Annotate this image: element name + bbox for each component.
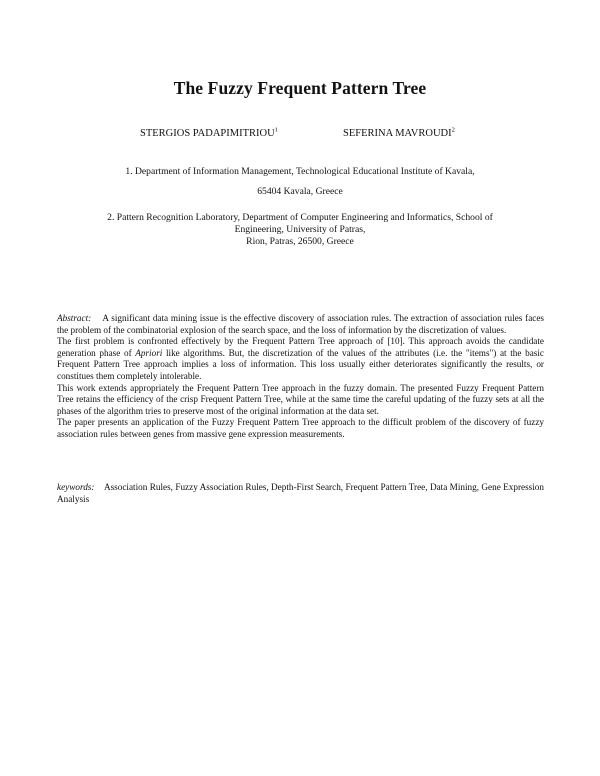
keywords (57, 482, 544, 505)
abstract-p2-italic: Apriori (135, 347, 163, 358)
abstract-paragraph-1 (57, 313, 544, 336)
author-2-affil-mark: 2 (451, 126, 455, 134)
affiliation-2-line-2: Engineering, University of Patras, (234, 223, 366, 235)
abstract (57, 313, 544, 441)
affiliation-1 (90, 162, 510, 202)
affiliation-2-line-3: Rion, Patras, 26500, Greece (246, 235, 354, 247)
abstract-paragraph-2 (57, 336, 544, 382)
author-2-name: SEFERINA MAVROUDI (343, 128, 452, 139)
keywords-label: keywords: (57, 482, 95, 492)
author-2 (343, 128, 455, 139)
abstract-p2-text-b: like algorithms. But, the discretization of the values of the attributes (i.e. the "items") at the basic Frequent Pattern Tree approach implies a loss of information. This loss usually either deteriorates significantly the results, or constitues them completely intolerable. (57, 347, 544, 381)
affiliation-2 (90, 212, 510, 247)
abstract-p2-text-a: The first problem is confronted effectively by the Frequent Pattern Tree approach of [10]. This approach avoids the candidate generation phase of (57, 336, 544, 358)
paper-title: The Fuzzy Frequent Pattern Tree (173, 78, 427, 98)
author-1-name: STERGIOS PADAPIMITRIOU (140, 128, 275, 139)
author-1 (140, 128, 278, 139)
affiliation-1-line-1: 1. Department of Information Management, Technological Educational Institute of Kavala, (125, 166, 475, 177)
abstract-p1-text: A significant data mining issue is the effective discovery of association rules. The extraction of association rules faces the problem of the combinatorial explosion of the search space, and the loss of information by the discretization of values. (57, 313, 545, 335)
abstract-label: Abstract: (57, 313, 92, 323)
affiliation-1-line-2: 65404 Kavala, Greece (257, 186, 343, 197)
abstract-paragraph-4: The paper presents an application of the Fuzzy Frequent Pattern Tree approach to the difficult problem of the discovery of fuzzy association rules between genes from massive gene expression measurements. (57, 417, 544, 439)
affiliation-2-line-1: 2. Pattern Recognition Laboratory, Department of Computer Engineering and Informatics, School of (107, 212, 493, 223)
abstract-paragraph-3: This work extends appropriately the Frequent Pattern Tree approach in the fuzzy domain. The presented Fuzzy Frequent Pattern Tree retains the efficiency of the crisp Frequent Pattern Tree, while at the same time the careful updating of the fuzzy sets at all the phases of the algorithm tries to preserve most of the original information at the data set. (57, 382, 544, 416)
keywords-text: Association Rules, Fuzzy Association Rules, Depth-First Search, Frequent Pattern Tree, Data Mining, Gene Expression Analysis (57, 482, 544, 504)
author-1-affil-mark: 1 (274, 126, 278, 134)
